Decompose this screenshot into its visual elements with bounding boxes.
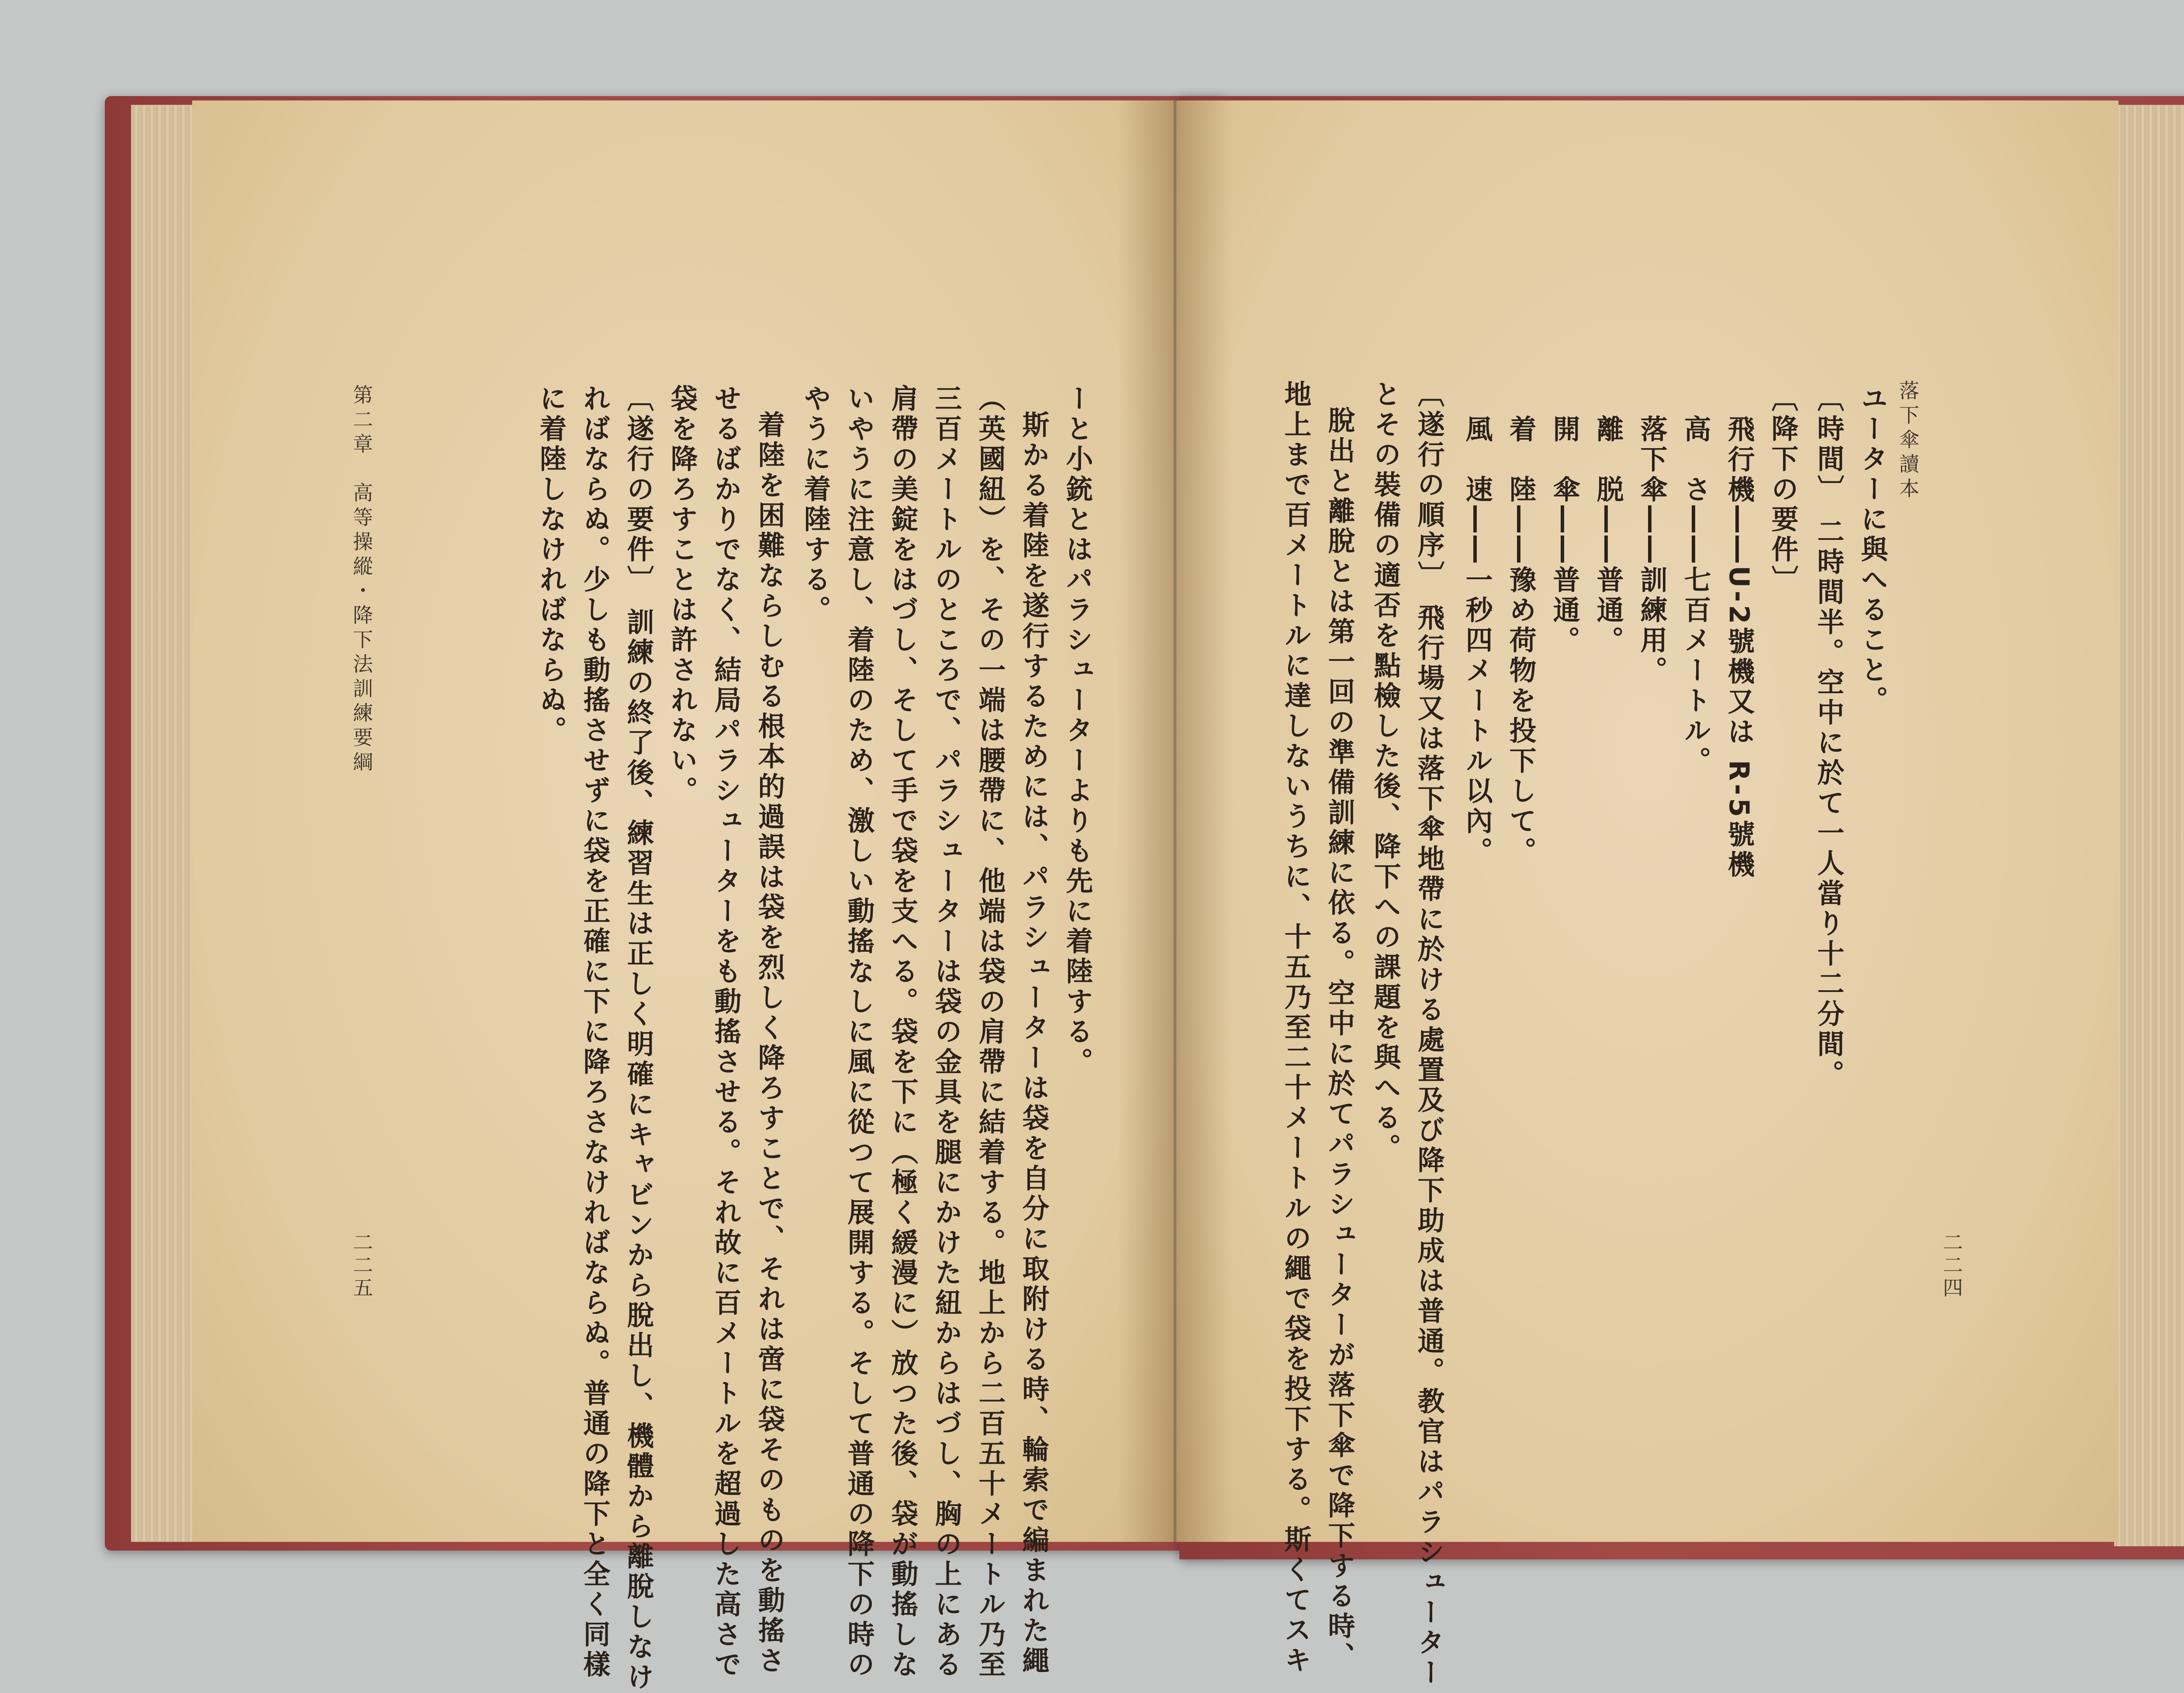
left-col-2: （英國紐）を、その一端は腰帶に、他端は袋の肩帶に結着する。地上から二百五十メートル乃至 bbox=[974, 384, 1006, 1680]
right-col-2: 〔降下の要件〕 bbox=[1767, 384, 1799, 595]
right-col-0: ユーターに與へること。 bbox=[1856, 384, 1888, 716]
left-col-5: いやうに注意し、着陸のため、激しい動搖なしに風に從つて展開する。そして普通の降下の時の bbox=[843, 384, 875, 1680]
right-col-3: 飛行機――U-2號機又は R-5號機 bbox=[1723, 415, 1755, 881]
running-head: 落下傘讀本 bbox=[1896, 380, 1920, 502]
left-col-1: 斯かる着陸を遂行するためには、パラシューターは袋を自分に取附ける時、輪索で編まれた繩 bbox=[1018, 411, 1050, 1676]
page-edges-right bbox=[2114, 105, 2184, 1546]
right-col-12: 脫出と離脫とは第一回の準備訓練に依る。空中に於てパラシューターが落下傘で降下する時、 bbox=[1324, 406, 1355, 1672]
left-col-4: 肩帶の美錠をはづし、そして手で袋を支へる。袋を下に（極く緩漫に）放つた後、袋が動搖しな bbox=[887, 384, 919, 1680]
right-page bbox=[1175, 100, 2118, 1542]
page-edges-left bbox=[131, 105, 197, 1542]
right-col-7: 開 傘――普通。 bbox=[1548, 415, 1580, 656]
book-gutter bbox=[1118, 100, 1232, 1542]
left-col-9: 袋を降ろすことは許されない。 bbox=[666, 384, 698, 806]
page-number-right: 二二四 bbox=[1940, 1232, 1963, 1300]
left-col-0: ーと小銃とはパラシューターよりも先に着陸する。 bbox=[1061, 384, 1093, 1078]
running-foot: 第二章 高等操縱・降下法訓練要綱 bbox=[350, 384, 373, 776]
left-col-10: 〔遂行の要件〕 訓練の終了後、練習生は正しく明確にキャビンから脫出し、機體から離脫しなけ bbox=[622, 384, 654, 1693]
right-col-10: 〔遂行の順序〕 飛行場又は落下傘地帶に於ける處置及び降下助成は普通。教官はパラシューター bbox=[1413, 380, 1445, 1689]
left-col-8: せるばかりでなく、結局パラシューターをも動搖させる。それ故に百メートルを超過した高さで bbox=[710, 384, 742, 1680]
left-col-7: 着陸を困難ならしむる根本的過誤は袋を烈しく降ろすことで、それは啻に袋そのものを動搖さ bbox=[753, 411, 785, 1676]
right-col-1: 〔時間〕 二時間半。空中に於て一人當り十二分間。 bbox=[1813, 384, 1845, 1090]
right-col-6: 離 脱――普通。 bbox=[1592, 415, 1624, 656]
right-col-9: 風 速――一秒四メートル以內。 bbox=[1461, 415, 1493, 867]
right-col-5: 落下傘――訓練用。 bbox=[1636, 415, 1668, 686]
left-col-3: 三百メートルのところで、パラシューターは袋の金具を腿にかけた紐からはづし、胸の上にある bbox=[930, 384, 962, 1680]
left-col-12: に着陸しなければならぬ。 bbox=[535, 384, 567, 746]
right-col-13: 地上まで百メートルに達しないうちに、十五乃至二十メートルの繩で袋を投下する。斯くてスキ bbox=[1280, 380, 1312, 1676]
right-col-11: とその裝備の適否を點檢した後、降下への課題を與へる。 bbox=[1369, 380, 1401, 1164]
left-col-11: ればならぬ。少しも動搖させずに袋を正確に下に降ろさなければならぬ。普通の降下と全く同樣 bbox=[579, 384, 611, 1680]
right-col-8: 着 陸――豫め荷物を投下して。 bbox=[1505, 415, 1537, 867]
right-col-4: 高 さ――七百メートル。 bbox=[1679, 415, 1711, 777]
left-col-6: やうに着陸する。 bbox=[799, 384, 831, 625]
page-number-left: 二二五 bbox=[350, 1232, 373, 1300]
